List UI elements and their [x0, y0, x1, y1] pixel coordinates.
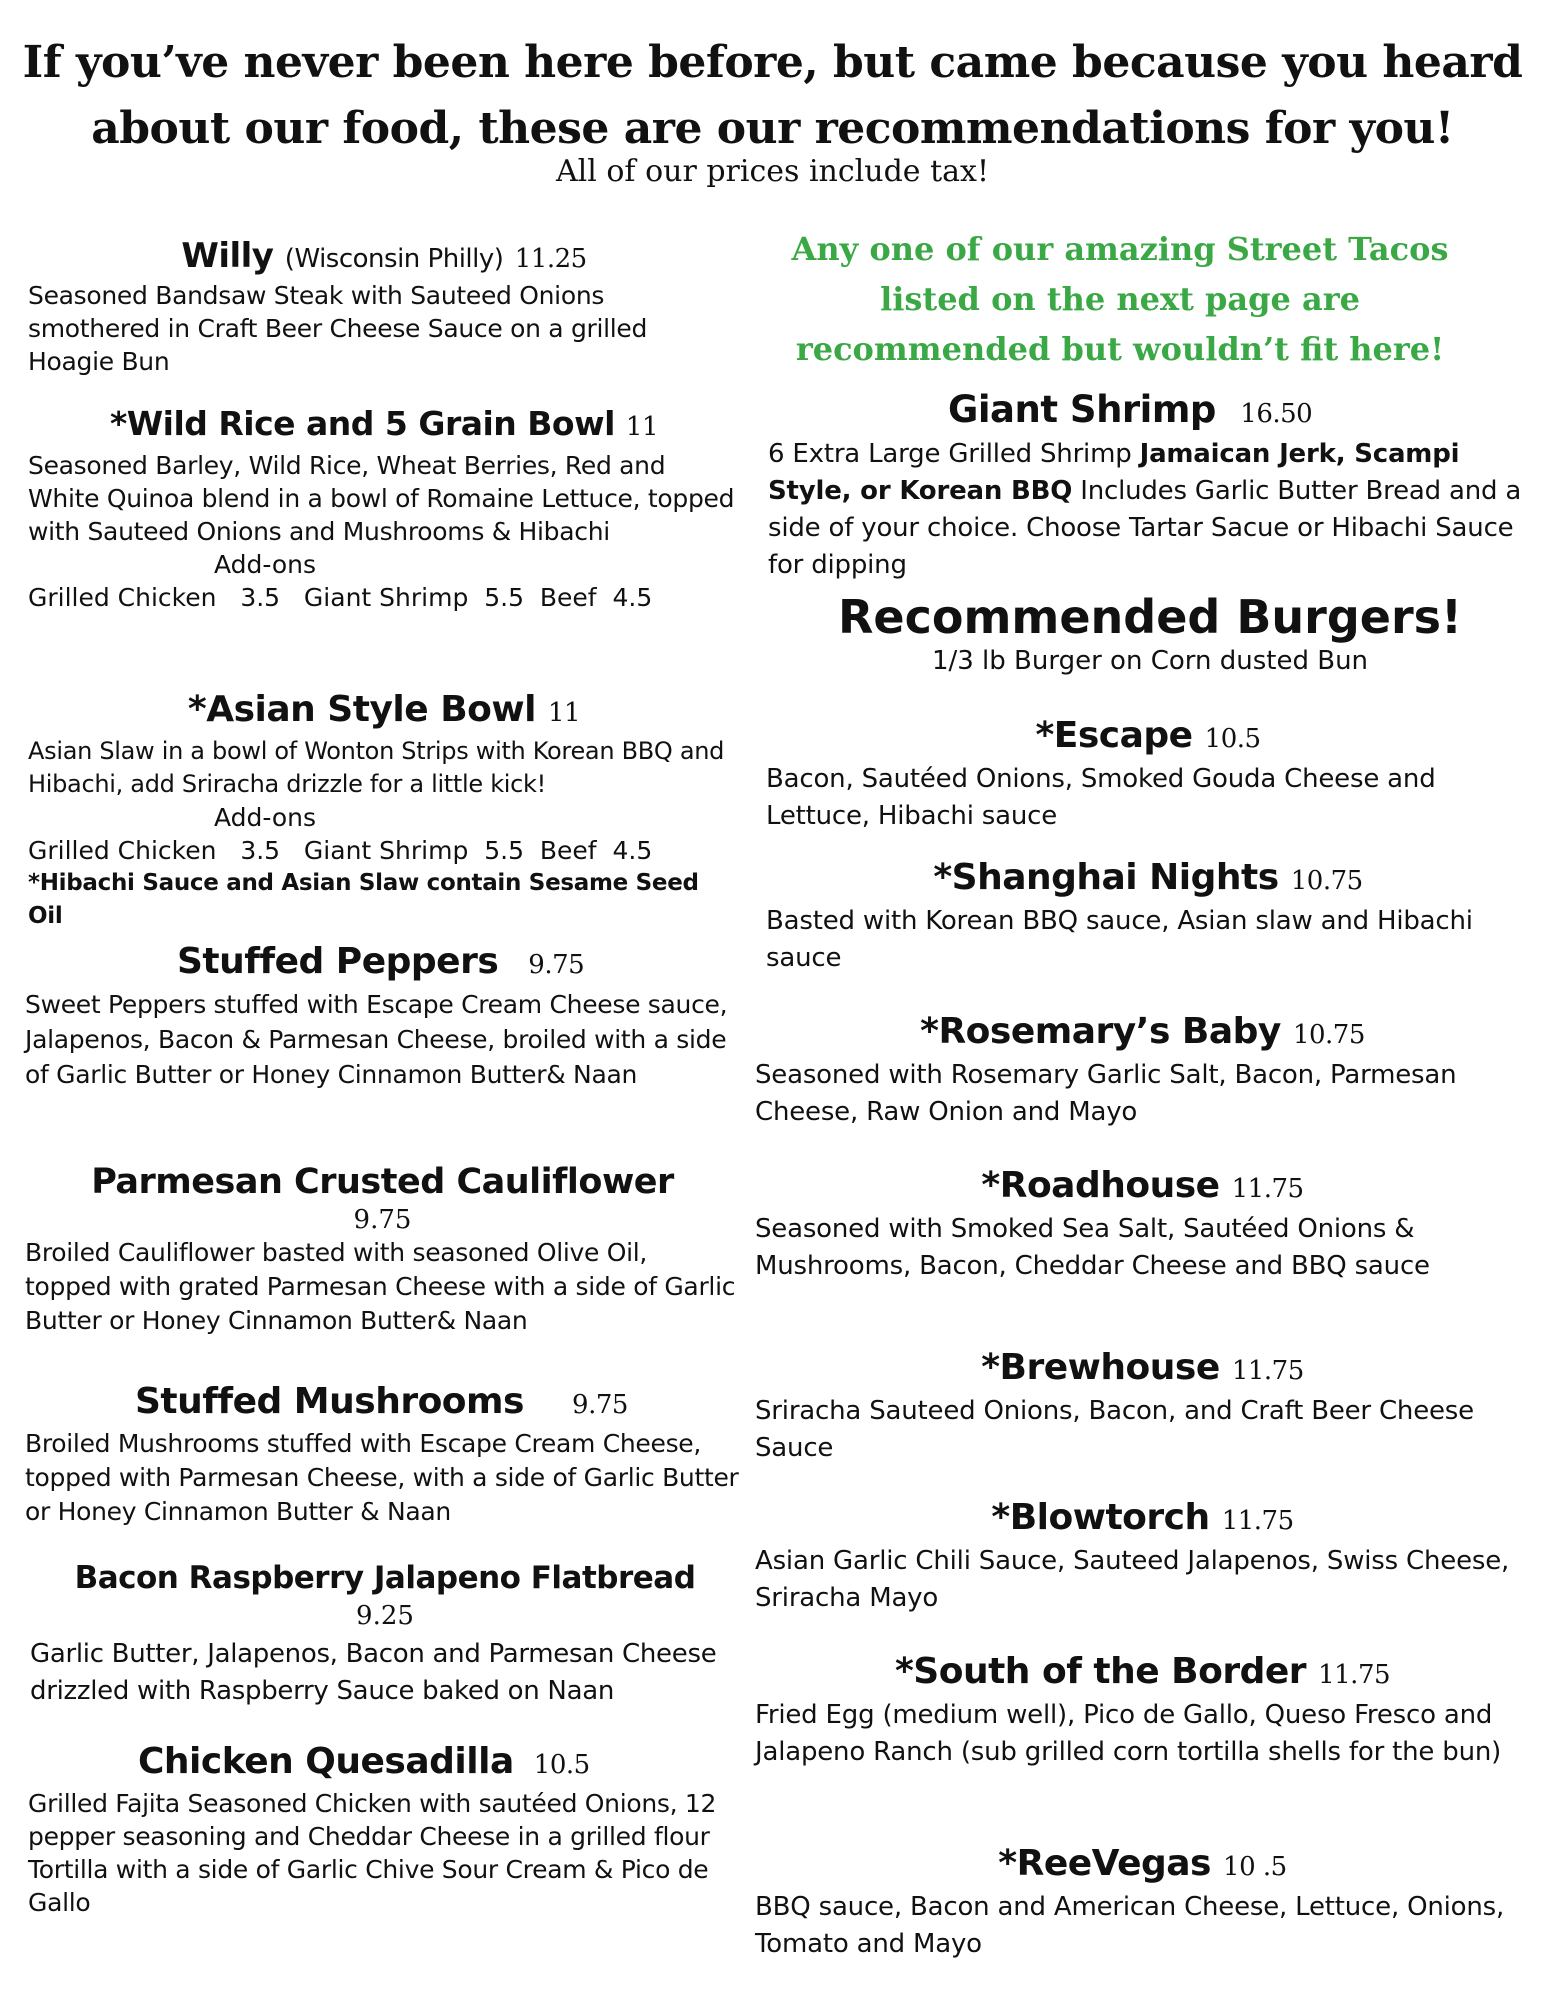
item-description: Grilled Fajita Seasoned Chicken with sautéed Onions, 12 pepper seasoning and Cheddar Cheese in a grilled flour Tortilla with a side of Garlic Chive Sour Cream & Pico de Gallo [28, 1789, 717, 1917]
burger-brewhouse [755, 1346, 1530, 1467]
addons-label: Add-ons [214, 803, 317, 832]
item-name: *Roadhouse [981, 1165, 1220, 1206]
item-name: *Brewhouse [981, 1347, 1220, 1388]
item-name: Parmesan Crusted Cauliflower [91, 1162, 674, 1202]
item-price: 11 [548, 698, 581, 728]
item-description: Sriracha Sauteed Onions, Bacon, and Craft Beer Cheese Sauce [755, 1396, 1474, 1463]
burger-reevegas [755, 1842, 1530, 1963]
item-name: *Escape [1035, 715, 1193, 756]
item-price: 10.5 [1204, 724, 1261, 754]
menu-item-stuffed-mushrooms [25, 1380, 740, 1529]
item-name: Stuffed Peppers [177, 941, 499, 982]
item-description: Seasoned with Rosemary Garlic Salt, Bacon, Parmesan Cheese, Raw Onion and Mayo [755, 1060, 1457, 1127]
burger-blowtorch [755, 1496, 1530, 1617]
item-name: *ReeVegas [998, 1843, 1211, 1884]
item-price: 9.75 [572, 1390, 628, 1420]
item-description: Bacon, Sautéed Onions, Smoked Gouda Cheese and Lettuce, Hibachi sauce [766, 764, 1436, 831]
item-description: Seasoned Bandsaw Steak with Sauteed Onions smothered in Craft Beer Cheese Sauce on a grilled Hoagie Bun [28, 281, 648, 376]
item-description: Broiled Cauliflower basted with seasoned Olive Oil, topped with grated Parmesan Cheese with a side of Garlic Butter or Honey Cinnamon Butter& Naan [25, 1238, 736, 1335]
item-name: Giant Shrimp [948, 388, 1216, 431]
allergy-note: *Hibachi Sauce and Asian Slaw contain Sesame Seed Oil [28, 870, 699, 929]
tax-note: All of our prices include tax! [555, 154, 990, 189]
menu-item-chicken-quesadilla [28, 1740, 740, 1919]
menu-item-willy [28, 234, 740, 378]
item-price: 9.75 [528, 950, 585, 980]
item-name: *Rosemary’s Baby [920, 1011, 1281, 1052]
item-description: Broiled Mushrooms stuffed with Escape Cream Cheese, topped with Parmesan Cheese, with a side of Garlic Butter or Honey Cinnamon Butter & Naan [25, 1429, 739, 1526]
item-description: Sweet Peppers stuffed with Escape Cream Cheese sauce, Jalapenos, Bacon & Parmesan Cheese, broiled with a side of Garlic Butter or Honey Cinnamon Butter& Naan [25, 990, 728, 1089]
item-description: Garlic Butter, Jalapenos, Bacon and Parmesan Cheese drizzled with Raspberry Sauce baked on Naan [30, 1639, 717, 1706]
item-description: Seasoned with Smoked Sea Salt, Sautéed Onions & Mushrooms, Bacon, Cheddar Cheese and BBQ sauce [755, 1214, 1430, 1281]
item-name: Chicken Quesadilla [138, 1741, 514, 1782]
item-price: 11.75 [1231, 1356, 1304, 1386]
item-name: *Shanghai Nights [933, 857, 1279, 898]
item-description: 6 Extra Large Grilled Shrimp Jamaican Jerk, Scampi Style, or Korean BBQ Includes Garlic Butter Bread and a side of your choice. Choose Tartar Sacue or Hibachi Sauce for dipping [768, 439, 1522, 580]
item-subtitle: (Wisconsin Philly) [284, 244, 504, 274]
item-name: *Wild Rice and 5 Grain Bowl [109, 404, 615, 443]
menu-item-bacon-raspberry-flatbread [30, 1556, 740, 1710]
burger-roadhouse [755, 1164, 1530, 1285]
burger-south-of-the-border [755, 1650, 1530, 1771]
burger-escape [766, 714, 1530, 835]
sauce-options: Jamaican Jerk, Scampi Style, or Korean BBQ [768, 439, 1460, 506]
item-price: 11.75 [1318, 1660, 1391, 1690]
street-tacos-note: Any one of our amazing Street Tacos listed on the next page are recommended but wouldn’t fit here! [791, 230, 1449, 368]
page-headline: If you’ve never been here before, but came because you heard about our food, these are our recommendations for you! [22, 37, 1523, 154]
item-price: 9.75 [353, 1205, 412, 1235]
recommended-burgers-title: Recommended Burgers! [837, 590, 1463, 644]
item-description: Asian Garlic Chili Sauce, Sauteed Jalapenos, Swiss Cheese, Sriracha Mayo [755, 1546, 1510, 1613]
item-name: Bacon Raspberry Jalapeno Flatbread [74, 1560, 696, 1596]
item-price: 11 [625, 412, 658, 442]
item-description: Seasoned Barley, Wild Rice, Wheat Berries, Red and White Quinoa blend in a bowl of Romaine Lettuce, topped with Sauteed Onions and Mushrooms & Hibachi [28, 451, 735, 546]
item-name: Stuffed Mushrooms [135, 1381, 524, 1422]
item-price: 11.75 [1221, 1506, 1294, 1536]
item-description: Asian Slaw in a bowl of Wonton Strips with Korean BBQ and Hibachi, add Sriracha drizzle for a little kick! [28, 737, 725, 798]
item-price: 11.25 [514, 244, 587, 274]
item-price: 11.75 [1231, 1174, 1304, 1204]
recommended-burgers-subtitle: 1/3 lb Burger on Corn dusted Bun [931, 646, 1369, 676]
item-price: 9.25 [356, 1601, 414, 1631]
burger-rosemarys-baby [755, 1010, 1530, 1131]
addons-list: Grilled Chicken 3.5 Giant Shrimp 5.5 Beef 4.5 [28, 836, 653, 865]
burger-shanghai-nights [766, 856, 1530, 977]
addons-list: Grilled Chicken 3.5 Giant Shrimp 5.5 Beef 4.5 [28, 583, 653, 612]
item-price: 10 .5 [1223, 1852, 1287, 1882]
item-name: *South of the Border [894, 1651, 1307, 1692]
item-name: *Blowtorch [991, 1497, 1210, 1538]
menu-item-asian-style-bowl [28, 688, 740, 933]
item-description: Basted with Korean BBQ sauce, Asian slaw and Hibachi sauce [766, 906, 1473, 973]
menu-item-giant-shrimp [768, 388, 1528, 584]
item-name: *Asian Style Bowl [187, 689, 536, 730]
addons-label: Add-ons [214, 550, 317, 579]
item-price: 10.75 [1292, 1020, 1365, 1050]
menu-item-parmesan-cauliflower [25, 1160, 740, 1338]
item-description: BBQ sauce, Bacon and American Cheese, Lettuce, Onions, Tomato and Mayo [755, 1892, 1505, 1959]
item-price: 10.5 [533, 1750, 590, 1780]
item-name: Willy [181, 236, 274, 276]
menu-item-wild-rice-bowl [28, 402, 740, 614]
item-description: Fried Egg (medium well), Pico de Gallo, Queso Fresco and Jalapeno Ranch (sub grilled corn tortilla shells for the bun) [755, 1700, 1502, 1767]
item-price: 16.50 [1240, 399, 1313, 429]
item-price: 10.75 [1290, 866, 1363, 896]
menu-item-stuffed-peppers [25, 940, 740, 1092]
